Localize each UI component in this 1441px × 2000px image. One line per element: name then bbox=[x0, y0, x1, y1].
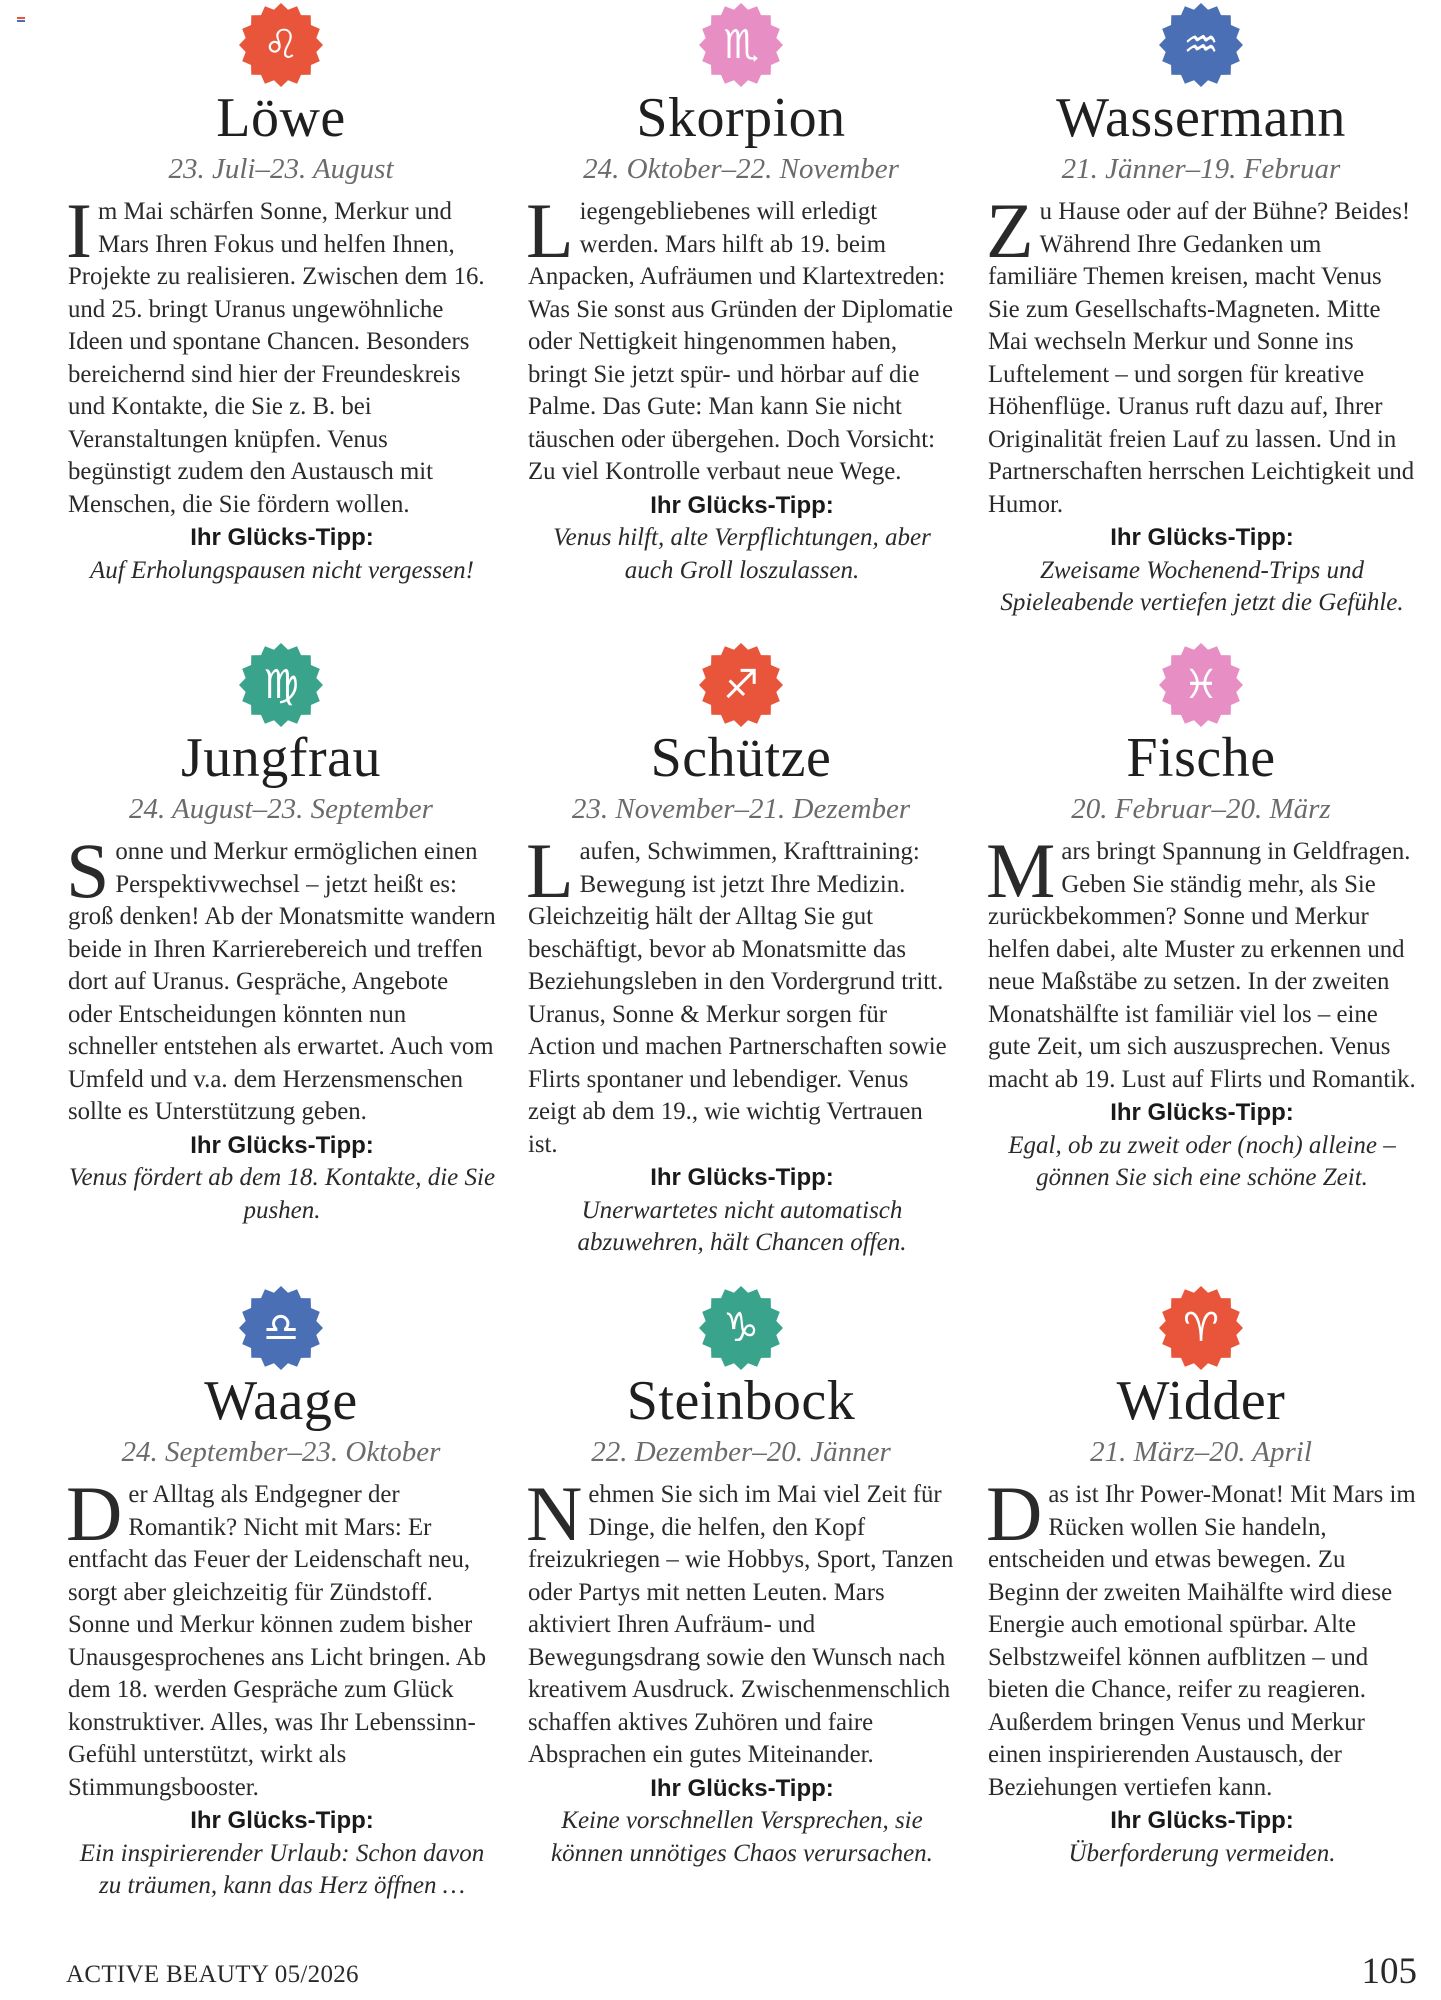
tip-text: Venus hilft, alte Verpflichtungen, aber auch Groll loszulassen. bbox=[553, 524, 931, 584]
sign-text-block bbox=[526, 1470, 956, 1870]
horoscope-paragraph bbox=[986, 827, 1416, 1096]
sign-name: Waage bbox=[204, 1370, 358, 1432]
sign-text-block bbox=[986, 827, 1416, 1195]
zodiac-glyph: ♐︎ bbox=[723, 662, 759, 708]
corner-mark bbox=[17, 17, 25, 23]
sign-dates: 20. Februar–20. März bbox=[1071, 793, 1331, 825]
sign-card-waage bbox=[66, 1283, 496, 1923]
horoscope-text: iegengebliebenes will erledigt werden. Mars hilft ab 19. beim Anpacken, Aufräumen und Klartextreden: Was Sie sonst aus Gründen der Diplomatie oder Nettigkeit hingenommen haben, bringt Sie jetzt spür- und hörbar auf die Palme. Das Gute: Man kann Sie nicht täuschen oder übergehen. Doch Vorsicht: Zu viel Kontrolle verbaut neue Wege. bbox=[528, 198, 953, 485]
sign-name: Widder bbox=[1116, 1370, 1286, 1432]
dropcap: L bbox=[526, 187, 574, 274]
sign-dates: 24. Oktober–22. November bbox=[583, 153, 899, 185]
tip-label: Ihr Glücks-Tipp: bbox=[190, 1131, 374, 1159]
horoscope-text: er Alltag als Endgegner der Romantik? Nicht mit Mars: Er entfacht das Feuer der Leidenschaft neu, sorgt aber gleichzeitig für Zündstoff. Sonne und Merkur können zudem bisher Unausgesprochenes ans Licht bringen. Ab dem 18. werden Gespräche zum Glück konstruktiver. Alles, was Ihr Lebenssinn-Gefühl unterstützt, wirkt als Stimmungsbooster. bbox=[68, 1481, 486, 1801]
leo-icon bbox=[238, 2, 324, 88]
sign-dates: 23. November–21. Dezember bbox=[571, 793, 911, 825]
sign-name: Fische bbox=[1126, 727, 1276, 789]
tip-label: Ihr Glücks-Tipp: bbox=[650, 1164, 834, 1191]
tip-label: Ihr Glücks-Tipp: bbox=[1110, 524, 1294, 551]
zodiac-glyph: ♈︎ bbox=[1183, 1305, 1219, 1351]
sign-text-block bbox=[526, 187, 956, 587]
sign-dates: 24. September–23. Oktober bbox=[121, 1436, 441, 1468]
sign-dates: 23. Juli–23. August bbox=[168, 153, 394, 185]
zodiac-glyph: ♌︎ bbox=[263, 22, 299, 68]
tip-text: Egal, ob zu zweit oder (noch) alleine – gönnen Sie sich eine schöne Zeit. bbox=[1008, 1131, 1396, 1191]
sign-name: Löwe bbox=[216, 87, 346, 149]
scorpio-icon bbox=[698, 2, 784, 88]
sign-dates: 21. März–20. April bbox=[1090, 1436, 1312, 1468]
sign-name: Skorpion bbox=[636, 87, 846, 149]
sign-name: Wassermann bbox=[1056, 87, 1346, 149]
sign-card-widder bbox=[986, 1283, 1416, 1923]
horoscope-paragraph bbox=[986, 187, 1416, 521]
tip-text: Ein inspirierender Urlaub: Schon davon zu träumen, kann das Herz öffnen … bbox=[79, 1839, 485, 1899]
horoscope-paragraph bbox=[66, 827, 496, 1129]
zodiac-glyph: ♏︎ bbox=[723, 22, 759, 68]
tip-text: Unerwartetes nicht automatisch abzuwehren, hält Chancen offen. bbox=[577, 1196, 907, 1256]
tip-label: Ihr Glücks-Tipp: bbox=[190, 524, 374, 551]
magazine-issue: ACTIVE BEAUTY 05/2026 bbox=[66, 1961, 359, 1988]
sign-name: Schütze bbox=[650, 727, 832, 789]
zodiac-glyph: ♍︎ bbox=[263, 662, 299, 708]
capricorn-icon bbox=[698, 1285, 784, 1371]
sign-card-fische bbox=[986, 640, 1416, 1280]
dropcap: D bbox=[986, 1470, 1043, 1557]
horoscope-paragraph bbox=[526, 827, 956, 1161]
horoscope-paragraph bbox=[986, 1470, 1416, 1804]
dropcap: S bbox=[66, 827, 110, 914]
aries-icon bbox=[1158, 1285, 1244, 1371]
page-number: 105 bbox=[1361, 1951, 1417, 1992]
tip-label: Ihr Glücks-Tipp: bbox=[190, 1807, 374, 1834]
dropcap: M bbox=[986, 827, 1056, 914]
dropcap: Z bbox=[986, 187, 1034, 274]
tip-text: Venus fördert ab dem 18. Kontakte, die Sie pushen. bbox=[68, 1164, 496, 1224]
tip-label: Ihr Glücks-Tipp: bbox=[650, 491, 834, 519]
tip-label: Ihr Glücks-Tipp: bbox=[650, 1774, 834, 1802]
horoscope-grid bbox=[66, 0, 1441, 1992]
tip-label: Ihr Glücks-Tipp: bbox=[1110, 1807, 1294, 1834]
horoscope-text: u Hause oder auf der Bühne? Beides! Während Ihre Gedanken um familiäre Themen kreisen, macht Venus Sie zum Gesellschafts-Magneten. Mitte Mai wechseln Merkur und Sonne ins Luftelement – und sorgen für kreative Höhenflüge. Uranus ruft dazu auf, Ihrer Originalität freien Lauf zu lassen. Und in Partnerschaften herrschen Leichtigkeit und Humor. bbox=[988, 198, 1415, 518]
sign-dates: 22. Dezember–20. Jänner bbox=[591, 1436, 891, 1468]
horoscope-paragraph bbox=[66, 1470, 496, 1804]
sign-text-block bbox=[526, 827, 956, 1260]
horoscope-paragraph bbox=[526, 1470, 956, 1772]
sign-card-wassermann bbox=[986, 0, 1416, 640]
tip-text: Überforderung vermeiden. bbox=[1068, 1839, 1336, 1867]
sign-dates: 21. Jänner–19. Februar bbox=[1061, 153, 1341, 185]
tip-text: Auf Erholungspausen nicht vergessen! bbox=[90, 556, 474, 584]
sign-text-block bbox=[66, 827, 496, 1227]
horoscope-text: ars bringt Spannung in Geldfragen. Geben Sie ständig mehr, als Sie zurückbekommen? Sonne und Merkur helfen dabei, alte Muster zu erkennen und neue Maßstäbe zu setzen. In der zweiten Monatshälfte ist familiär viel los – eine gute Zeit, um sich auszusprechen. Venus macht ab 19. Lust auf Flirts und Romantik. bbox=[988, 838, 1416, 1093]
zodiac-glyph: ♑︎ bbox=[723, 1305, 759, 1351]
sign-name: Jungfrau bbox=[181, 727, 381, 789]
horoscope-text: onne und Merkur ermöglichen einen Perspektivwechsel – jetzt heißt es: groß denken! Ab der Monatsmitte wandern beide in Ihren Karrierebereich und treffen dort auf Uranus. Gespräche, Angebote oder Entscheidungen könnten nun schneller entstehen als erwartet. Auch vom Umfeld und v.a. dem Herzensmenschen sollte es Unterstützung geben. bbox=[68, 838, 496, 1125]
tip-text: Keine vorschnellen Versprechen, sie können unnötiges Chaos verursachen. bbox=[551, 1807, 933, 1867]
sign-card-steinbock bbox=[526, 1283, 956, 1923]
sign-text-block bbox=[66, 1470, 496, 1903]
sign-text-block bbox=[66, 187, 496, 587]
sign-name: Steinbock bbox=[626, 1370, 856, 1432]
dropcap: L bbox=[526, 827, 574, 914]
zodiac-glyph: ♓︎ bbox=[1183, 662, 1219, 708]
horoscope-paragraph bbox=[526, 187, 956, 489]
libra-icon bbox=[238, 1285, 324, 1371]
tip-text: Zweisame Wochenend-Trips und Spieleabende vertiefen jetzt die Gefühle. bbox=[1000, 556, 1404, 616]
zodiac-glyph: ♒︎ bbox=[1183, 22, 1219, 68]
horoscope-paragraph bbox=[66, 187, 496, 521]
zodiac-glyph: ♎︎ bbox=[263, 1305, 299, 1351]
sign-text-block bbox=[986, 187, 1416, 620]
horoscope-text: ehmen Sie sich im Mai viel Zeit für Dinge, die helfen, den Kopf freizukriegen – wie Hobbys, Sport, Tanzen oder Partys mit netten Leuten. Mars aktiviert Ihren Aufräum- und Bewegungsdrang sowie den Wunsch nach kreativem Ausdruck. Zwischenmenschlich schaffen aktives Zuhören und faire Absprachen ein gutes Miteinander. bbox=[528, 1481, 954, 1768]
dropcap: D bbox=[66, 1470, 123, 1557]
sign-card-jungfrau bbox=[66, 640, 496, 1280]
sign-card-schuetze bbox=[526, 640, 956, 1280]
virgo-icon bbox=[238, 642, 324, 728]
sign-card-loewe bbox=[66, 0, 496, 640]
sagittarius-icon bbox=[698, 642, 784, 728]
sign-dates: 24. August–23. September bbox=[129, 793, 433, 825]
tip-label: Ihr Glücks-Tipp: bbox=[1110, 1099, 1294, 1126]
aquarius-icon bbox=[1158, 2, 1244, 88]
sign-text-block bbox=[986, 1470, 1416, 1870]
dropcap: N bbox=[526, 1470, 583, 1557]
horoscope-text: aufen, Schwimmen, Krafttraining: Bewegung ist jetzt Ihre Medizin. Gleichzeitig hält der Alltag Sie gut beschäftigt, bevor ab Monatsmitte das Beziehungsleben in den Vordergrund tritt. Uranus, Sonne & Merkur sorgen für Action und machen Partnerschaften sowie Flirts spontaner und lebendiger. Venus zeigt ab dem 19., wie wichtig Vertrauen ist. bbox=[528, 838, 947, 1158]
horoscope-text: m Mai schärfen Sonne, Merkur und Mars Ihren Fokus und helfen Ihnen, Projekte zu realisieren. Zwischen dem 16. und 25. bringt Uranus ungewöhnliche Ideen und spontane Chancen. Besonders bereichernd sind hier der Freundeskreis und Kontakte, die Sie z. B. bei Veranstaltungen knüpfen. Venus begünstigt zudem den Austausch mit Menschen, die Sie fördern wollen. bbox=[68, 198, 485, 518]
sign-card-skorpion bbox=[526, 0, 956, 640]
pisces-icon bbox=[1158, 642, 1244, 728]
horoscope-text: as ist Ihr Power-Monat! Mit Mars im Rücken wollen Sie handeln, entscheiden und etwas bewegen. Zu Beginn der zweiten Maihälfte wird diese Energie auch emotional spürbar. Alte Selbstzweifel können aufblitzen – und bieten die Chance, reifer zu reagieren. Außerdem bringen Venus und Merkur einen inspirierenden Austausch, der Beziehungen vertiefen kann. bbox=[988, 1481, 1416, 1801]
dropcap: I bbox=[66, 187, 92, 274]
